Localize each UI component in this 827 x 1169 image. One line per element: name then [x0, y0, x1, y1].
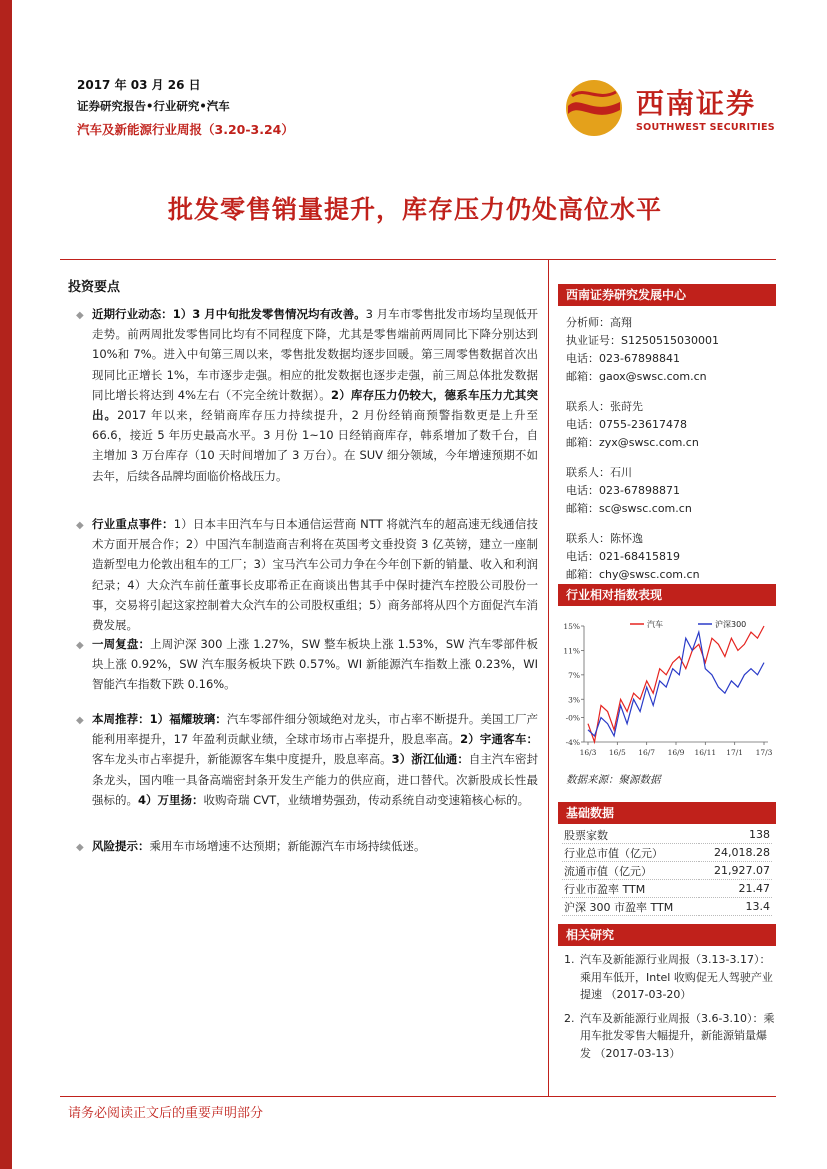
legend-label: 汽车: [647, 620, 663, 629]
related-research-list: [564, 951, 776, 1068]
list-item[interactable]: [564, 951, 776, 1004]
para-highlight: 2）宇通客车：: [460, 732, 538, 747]
row-label: 股票家数: [562, 826, 699, 844]
item-number: 2.: [564, 1011, 575, 1025]
row-label: 行业总市值（亿元）: [562, 844, 699, 862]
contact-detail: 电话：023-67898871: [566, 484, 680, 497]
x-axis: [580, 742, 773, 757]
para-highlight: 2）库存压力仍较大，德系车压力尤其突出。: [92, 387, 538, 423]
column-divider: [548, 259, 549, 1096]
recommendation-paragraph: [92, 709, 538, 810]
y-tick-label: 3%: [568, 695, 580, 705]
item-text: 汽车及新能源行业周报（3.13-3.17）：乘用车低开，Intel 收购促无人驾驶产业提速 （2017-03-20）: [580, 953, 773, 1001]
item-number: 1.: [564, 953, 575, 966]
footer-divider: [60, 1096, 776, 1097]
para-text: 3 月车市零售批发市场均呈现低开走势。前两周批发零售同比均有不同程度下降，尤其是零售端前两周同比下降分别达到 10%和 7%。进入中旬第三周以来，零售批发数据均逐步回暖。第三周零售数据首次出现同比正增长 1%，车市逐步走强。相应的批发数据也逐步走强，前三周总体批发数据同比增长将达到 4%左右（不完全统计数据）。: [92, 307, 538, 402]
contact-email[interactable]: 邮箱：zyx@swsc.com.cn: [566, 436, 699, 449]
row-value: 138: [699, 826, 772, 844]
table-row: [562, 826, 772, 844]
related-research-header: 相关研究: [558, 924, 776, 946]
para-highlight: 1）福耀玻璃：: [149, 712, 227, 726]
bullet-icon: ◆: [76, 520, 84, 531]
para-text: 客车龙头市占率提升，新能源客车集中度提升，股息率高。: [92, 752, 392, 767]
row-label: 沪深 300 市盈率 TTM: [562, 898, 699, 916]
para-text: 乘用车市场增速不达预期；新能源汽车市场持续低迷。: [149, 839, 426, 853]
para-text: 2017 年以来，经销商库存压力持续提升，2 月份经销商预警指数更是上升至 66.6，接近 5 年历史最高水平。3 月份 1~10 日经销商库存，韩系增加了数千台，自主增加 3 万台库存（10 天时间增加了 3 万台）。在 SUV 细分领域，今年增速预期不如去年，后续各品牌均面临价格战压力。: [92, 408, 539, 483]
row-label: 行业市盈率 TTM: [562, 880, 699, 898]
report-category: 证券研究报告•行业研究•汽车: [77, 99, 230, 113]
contact-role: 分析师：高翔: [566, 316, 632, 329]
key-events-paragraph: [92, 514, 538, 635]
para-text: 自主汽车密封条龙头，国内唯一具备高端密封条开发生产能力的供应商，进口替代。次新股成长性最强标的。: [92, 752, 538, 807]
bullet-icon: ◆: [76, 310, 84, 321]
report-series-title: 汽车及新能源行业周报（3.20-3.24）: [77, 122, 294, 137]
table-row: [562, 898, 772, 916]
bullet-icon: ◆: [76, 842, 84, 853]
para-text: 汽车零部件细分领域绝对龙头，市占率不断提升。美国工厂产能利用率提升，17 年盈利贡献业绩，全球市场市占率提升，股息率高。: [92, 712, 538, 747]
logo-text-cn: 西南证券: [636, 87, 757, 120]
y-tick-label: -4%: [565, 738, 580, 747]
basic-data-table: [562, 826, 772, 916]
legend-label: 沪深300: [715, 620, 747, 629]
row-value: 21,927.07: [699, 862, 772, 880]
table-row: [562, 844, 772, 862]
x-tick-label: 17/3: [755, 748, 773, 757]
data-source-note: 数据来源：聚源数据: [566, 774, 661, 786]
para-highlight: 3）浙江仙通：: [391, 752, 469, 767]
para-label: 本周推荐：: [92, 712, 150, 726]
contact-person: [566, 398, 774, 452]
relative-index-chart: [558, 614, 776, 766]
page-title: 批发零售销量提升，库存压力仍处高位水平: [167, 195, 662, 224]
para-highlight: 1）3 月中旬批发零售情况均有改善。: [172, 307, 366, 321]
bullet-icon: ◆: [76, 715, 84, 726]
contact-detail: 电话：0755-23617478: [566, 418, 687, 431]
x-tick-label: 16/5: [608, 748, 626, 757]
para-text: 收购奇瑞 CVT，业绩增势强劲，传动系统自动变速箱核心标的。: [203, 792, 530, 807]
series-line-hs300: [588, 632, 764, 736]
risk-paragraph: [92, 836, 538, 856]
report-date: 2017 年 03 月 26 日: [77, 78, 201, 92]
bullet-icon: ◆: [76, 640, 84, 651]
logo-text-en: SOUTHWEST SECURITIES: [636, 122, 775, 133]
para-label: 行业重点事件：: [92, 517, 174, 531]
series-line-car: [588, 626, 764, 742]
left-accent-bar: [0, 0, 12, 1169]
x-tick-label: 16/11: [694, 748, 717, 757]
para-text: 上周沪深 300 上涨 1.27%，SW 整车板块上涨 1.53%，SW 汽车零部件板块上涨 0.92%，SW 汽车服务板块下跌 0.57%。WI 新能源汽车指数上涨 0.23%，WI 智能汽车指数下跌 0.16%。: [92, 637, 538, 692]
index-chart-header: 行业相对指数表现: [558, 584, 776, 606]
y-tick-label: -0%: [565, 713, 580, 723]
investment-heading: 投资要点: [68, 280, 121, 295]
contact-email[interactable]: 邮箱：gaox@swsc.com.cn: [566, 370, 707, 383]
row-value: 24,018.28: [699, 844, 772, 862]
chart-series: [588, 626, 764, 742]
row-value: 21.47: [699, 880, 772, 898]
row-value: 13.4: [699, 898, 772, 916]
contact-analyst: [566, 314, 774, 386]
title-divider: [60, 259, 776, 260]
item-text: 汽车及新能源行业周报（3.6-3.10）：乘用车批发零售大幅提升，新能源销量爆发 （2017-03-13）: [580, 1011, 775, 1060]
para-label: 一周复盘：: [92, 637, 151, 651]
contact-detail: 执业证号：S1250515030001: [566, 334, 719, 347]
row-label: 流通市值（亿元）: [562, 862, 699, 880]
contact-person: [566, 464, 774, 518]
contact-detail: 电话：021-68415819: [566, 550, 680, 563]
contacts-list: [566, 314, 774, 584]
contact-person: [566, 530, 774, 584]
x-tick-label: 16/7: [638, 748, 656, 757]
industry-dynamics-paragraph: [92, 304, 538, 486]
contact-detail: 电话：023-67898841: [566, 352, 680, 365]
list-item[interactable]: [564, 1010, 776, 1063]
x-tick-label: 16/3: [579, 748, 597, 757]
research-center-header: 西南证券研究发展中心: [558, 284, 776, 306]
para-label: 近期行业动态：: [92, 307, 173, 321]
contact-role: 联系人：张莳先: [566, 400, 643, 413]
contact-email[interactable]: 邮箱：sc@swsc.com.cn: [566, 502, 692, 515]
y-tick-label: 15%: [563, 622, 580, 631]
table-row: [562, 880, 772, 898]
y-tick-label: 7%: [568, 670, 580, 680]
footer-disclaimer: 请务必阅读正文后的重要声明部分: [68, 1106, 264, 1121]
para-label: 风险提示：: [92, 839, 150, 853]
contact-role: 联系人：陈怀逸: [566, 532, 643, 545]
contact-role: 联系人：石川: [566, 466, 632, 479]
contact-email[interactable]: 邮箱：chy@swsc.com.cn: [566, 568, 700, 581]
x-tick-label: 17/1: [726, 748, 744, 757]
y-axis: [563, 622, 584, 747]
chart-legend: [630, 619, 746, 629]
basic-data-header: 基础数据: [558, 802, 776, 824]
para-text: 1）日本丰田汽车与日本通信运营商 NTT 将就汽车的超高速无线通信技术方面开展合作；2）中国汽车制造商吉利将在英国考文垂投资 3 亿英镑，建立一座制造新型电力伦敦出租车的工厂；3）宝马汽车公司力争在今年创下新的销量、收入和利润纪录；4）大众汽车前任董事长皮耶希正在商谈出售其手中保时捷汽车控股公司股份一事，交易将引起这家控制着大众汽车的公司股权重组；5）商务部将从四个方面促汽车消费发展。: [92, 517, 538, 633]
weekly-review-paragraph: [92, 634, 538, 695]
table-row: [562, 862, 772, 880]
y-tick-label: 11%: [563, 646, 580, 656]
x-tick-label: 16/9: [667, 748, 685, 757]
para-highlight: 4）万里扬：: [138, 792, 204, 807]
